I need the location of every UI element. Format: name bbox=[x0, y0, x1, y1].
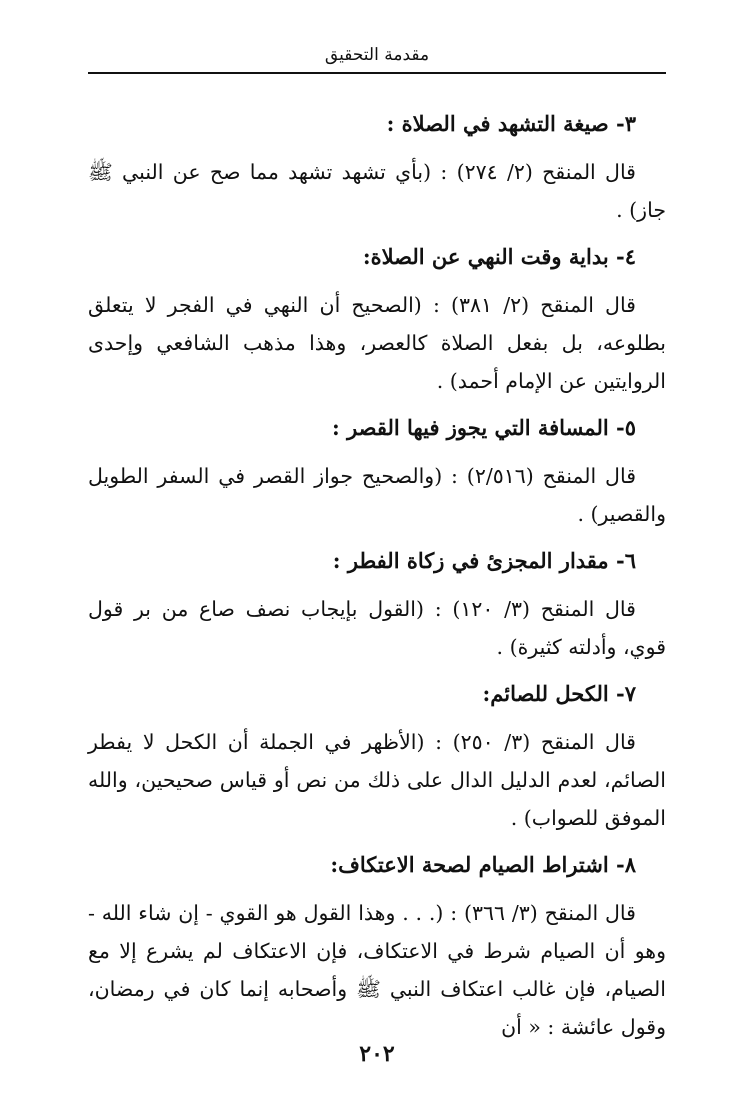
page-number: ٢٠٢ bbox=[359, 1041, 395, 1067]
section-heading: ٤- بداية وقت النهي عن الصلاة: bbox=[362, 244, 636, 269]
section-paragraph: قال المنقح (٣/ ١٢٠) : (القول بإيجاب نصف صاع من بر قول قوي، وأدلته كثيرة) . bbox=[88, 597, 666, 659]
section-paragraph: قال المنقح (٢/ ٢٧٤) : (بأي تشهد تشهد مما صح عن النبي ﷺ جاز) . bbox=[88, 160, 666, 222]
section-heading: ٣- صيغة التشهد في الصلاة : bbox=[386, 111, 636, 136]
section-paragraph: قال المنقح (٣/ ٢٥٠) : (الأظهر في الجملة أن الكحل لا يفطر الصائم، لعدم الدليل الدال على ذلك من نص أو قياس صحيحين، والله الموفق للصواب) . bbox=[88, 730, 666, 830]
page-body bbox=[88, 110, 666, 1060]
section-7 bbox=[88, 680, 666, 837]
section-paragraph: قال المنقح (٢/٥١٦) : (والصحيح جواز القصر في السفر الطويل والقصير) . bbox=[88, 464, 666, 526]
section-paragraph: قال المنقح (٢/ ٣٨١) : (الصحيح أن النهي في الفجر لا يتعلق بطلوعه، بل بفعل الصلاة كالعصر، وهذا مذهب الشافعي وإحدى الروايتين عن الإمام أحمد) . bbox=[88, 293, 666, 393]
header-rule bbox=[88, 72, 666, 74]
section-3 bbox=[88, 110, 666, 229]
section-heading: ٦- مقدار المجزئ في زكاة الفطر : bbox=[332, 548, 636, 573]
section-8 bbox=[88, 851, 666, 1046]
running-title: مقدمة التحقيق bbox=[324, 45, 430, 65]
section-4 bbox=[88, 243, 666, 400]
section-heading: ٨- اشتراط الصيام لصحة الاعتكاف: bbox=[330, 852, 636, 877]
section-heading: ٥- المسافة التي يجوز فيها القصر : bbox=[332, 415, 636, 440]
section-5 bbox=[88, 414, 666, 533]
section-paragraph: قال المنقح (٣/ ٣٦٦) : (. . . وهذا القول هو القوي - إن شاء الله - وهو أن الصيام شرط في الاعتكاف، فإن الاعتكاف لم يشرع إلا مع الصيام، فإن غالب اعتكاف النبي ﷺ وأصحابه إنما كان في رمضان، وقول عائشة : « أن bbox=[88, 901, 666, 1039]
section-6 bbox=[88, 547, 666, 666]
section-heading: ٧- الكحل للصائم: bbox=[482, 681, 636, 706]
